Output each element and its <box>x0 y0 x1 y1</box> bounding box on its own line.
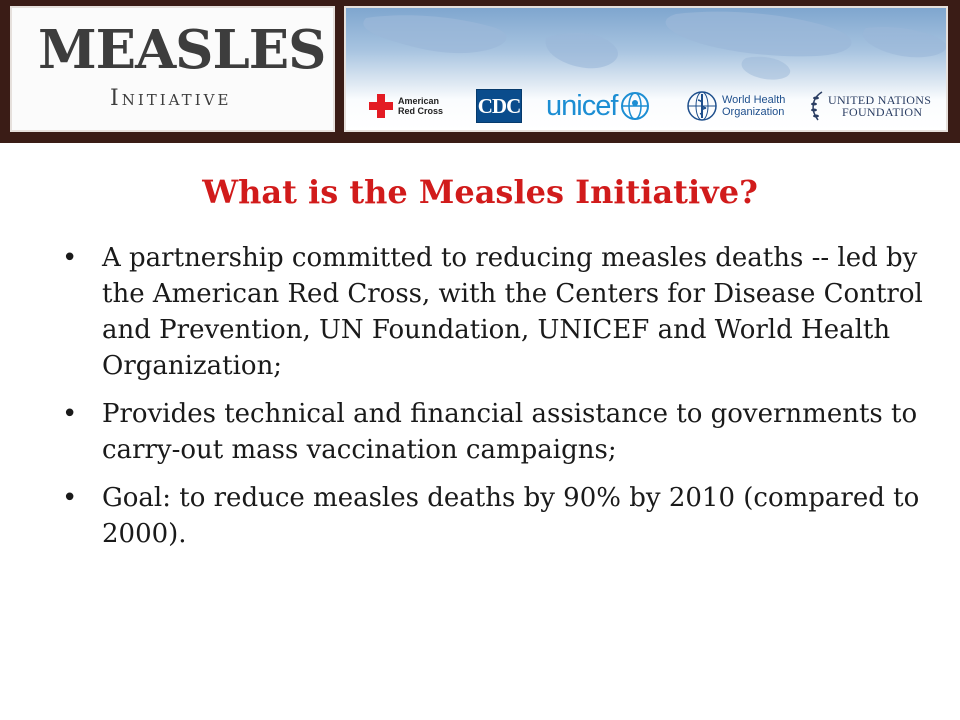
bullet-text: A partnership committed to reducing measles deaths -- led by the American Red Cross, with the Centers for Disease Control and Prevention, UN Foundation, UNICEF and World Health Organization; <box>102 243 923 381</box>
world-map-background <box>346 8 948 88</box>
bullet-item <box>62 396 942 468</box>
red-cross-label-2: Red Cross <box>398 106 444 116</box>
bullet-item <box>62 480 942 552</box>
header-banner <box>0 0 960 143</box>
partners-panel <box>344 6 948 132</box>
slide-title: What is the Measles Initiative? <box>202 173 758 211</box>
bullet-dot: • <box>62 399 78 429</box>
unicef-logo <box>546 84 650 128</box>
who-label-1: World Health <box>722 94 786 106</box>
who-emblem-icon <box>686 90 718 122</box>
bullet-text: Provides technical and financial assistance to governments to carry-out mass vaccination campaigns; <box>102 399 918 465</box>
unicef-label: unicef <box>546 89 618 122</box>
red-cross-icon <box>368 93 394 119</box>
red-cross-label-1: American <box>398 96 440 106</box>
red-cross-logo <box>368 84 443 128</box>
bullet-dot: • <box>62 483 78 513</box>
who-logo <box>686 84 785 128</box>
bullet-list <box>62 240 942 564</box>
partner-logos <box>346 84 946 128</box>
un-foundation-logo <box>808 84 931 128</box>
bullet-item <box>62 240 942 384</box>
unf-label-1: UNITED NATIONS <box>828 93 932 107</box>
cdc-label: CDC <box>476 89 522 123</box>
unf-label-2: FOUNDATION <box>842 105 923 119</box>
measles-initiative-logo <box>10 6 335 132</box>
bullet-dot: • <box>62 243 78 273</box>
cdc-logo <box>476 84 522 128</box>
who-label-2: Organization <box>722 106 785 118</box>
logo-title: MEASLES <box>38 19 326 81</box>
unicef-globe-icon <box>620 91 650 121</box>
logo-subtitle: Initiative <box>110 86 232 111</box>
bullet-text: Goal: to reduce measles deaths by 90% by 2010 (compared to 2000). <box>102 483 920 549</box>
laurel-icon <box>808 90 826 122</box>
